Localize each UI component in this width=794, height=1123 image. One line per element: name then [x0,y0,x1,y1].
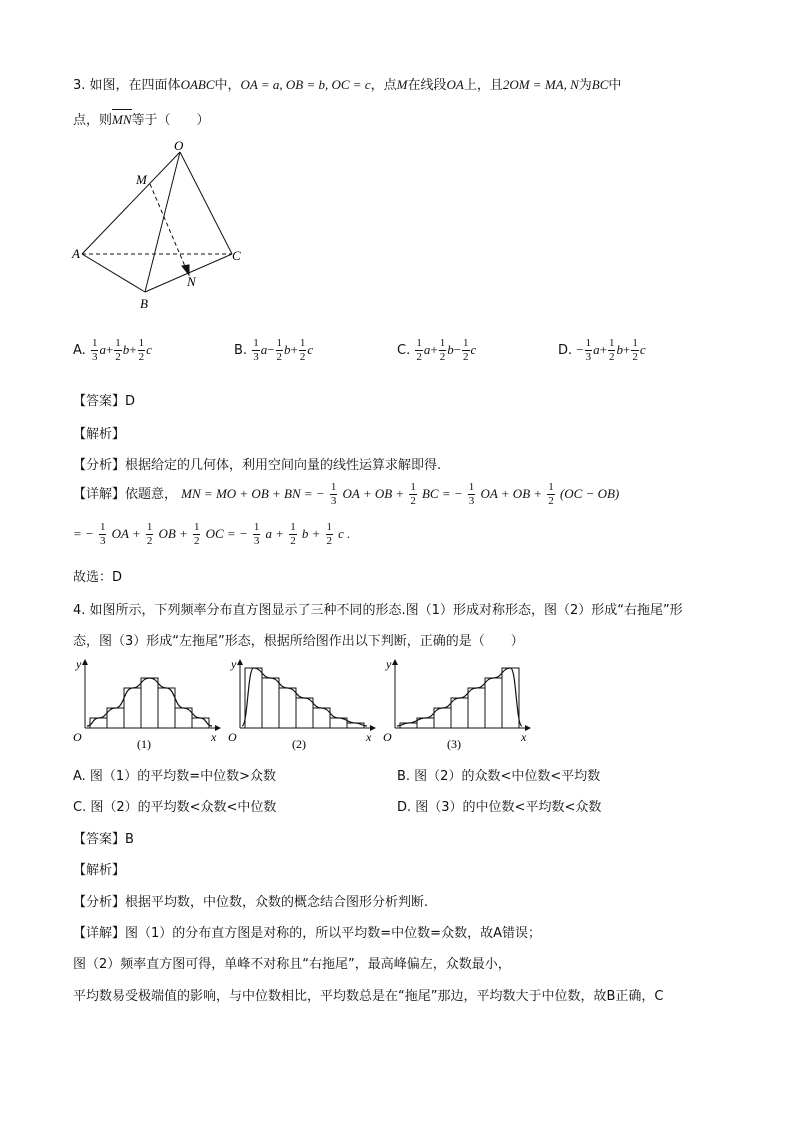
frac-1-3: $\frac{1}{3}$ [99,521,106,547]
q3-detail-line2 [73,522,350,547]
q3-vector-mn: MN [112,112,132,127]
q4-detail-line2: 图（2）频率直方图可得，单峰不对称且“右拖尾”，最高峰偏左，众数最小， [73,957,511,972]
frac-1-3: $\frac{1}{3}$ [468,481,475,507]
edge-ab [82,254,145,292]
histogram-bar [347,723,364,728]
fenxi-tag: 【分析】 [73,895,126,910]
q4-detail-line3: 平均数易受极端值的影响，与中位数相比，平均数总是在“拖尾”那边，平均数大于中位数，故B正确，C [73,989,664,1004]
histogram-bar [296,698,313,728]
q3-option-b [234,338,313,363]
option-fraction: $\frac{1}{2}$ [608,337,615,363]
q3-given-vectors: OA = a, OB = b, OC = c [240,77,371,92]
option-fraction: $\frac{1}{3}$ [253,337,259,363]
eq2-part: OC = − [205,526,248,541]
option-letter: C. [397,343,411,358]
frac-1-2: $\frac{1}{2}$ [290,521,296,547]
detail-tag: 【详解】 [73,487,126,502]
frac-1-2: $\frac{1}{2}$ [193,521,200,547]
fenxi-text: 根据给定的几何体，利用空间向量的线性运算求解即得. [125,458,442,473]
eq2-part: OA + [111,526,141,541]
histogram-bar [451,698,468,728]
figure-caption: (1) [137,737,151,751]
answer-value: D [125,394,136,409]
q3-text: ，点 [370,78,397,93]
option-fraction: $\frac{1}{2}$ [463,337,469,363]
option-vector: a [593,342,600,357]
option-op: + [599,342,607,357]
density-curve [397,668,522,726]
q4-option-b: B. 图（2）的众数<中位数<平均数 [397,769,601,784]
option-vector: b [616,342,623,357]
q3-text: 中， [214,78,241,93]
q3-seg-oa: OA [446,77,464,92]
option-vector: c [146,342,152,357]
option-sign: − [576,342,584,357]
option-vector: c [470,342,477,357]
density-curve [87,678,212,726]
histogram-bar [124,688,141,728]
label-a: A [72,246,80,261]
option-fraction: $\frac{1}{2}$ [416,337,422,363]
frac-1-2: $\frac{1}{2}$ [146,521,153,547]
q4-stem-line1: 4. 如图所示，下列频率分布直方图显示了三种不同的形态.图（1）形成对称形态，图（2）形成“右拖尾”形 [73,603,683,618]
fenxi-tag: 【分析】 [73,458,126,473]
eq1-part: OA + OB + [480,486,543,501]
histogram-bar [468,688,485,728]
answer-value: B [125,832,134,847]
x-axis-label: x [211,730,217,744]
histogram-bar [400,723,417,728]
histogram-bar [262,678,279,728]
q3-condition: 2OM = MA, N [502,77,579,92]
option-letter: B. [234,343,248,358]
histogram-bar [485,678,502,728]
q4-fenxi [73,891,428,910]
option-fraction: $\frac{1}{2}$ [632,337,638,363]
option-fraction: $\frac{1}{2}$ [299,337,306,363]
option-fraction: $\frac{1}{3}$ [585,337,592,363]
histogram-bar [158,688,175,728]
eq2-part: = − [73,526,94,541]
option-fraction: $\frac{1}{3}$ [91,337,98,363]
q3-option-d [558,338,646,363]
q3-fenxi [73,454,441,473]
option-op: + [105,342,114,357]
eq1-part: OA + OB + [342,486,405,501]
fenxi-text: 根据平均数，中位数，众数的概念结合图形分析判断. [125,895,429,910]
detail-lead: 依题意， [125,487,178,502]
option-vector: b [284,342,291,357]
figure-caption: (3) [447,737,461,751]
eq2-part: c . [338,526,351,541]
q4-answer [73,828,134,847]
option-fraction: $\frac{1}{2}$ [138,337,145,363]
q3-tetra: OABC [180,77,215,92]
option-op: + [290,342,298,357]
edge-ob [145,152,180,292]
option-op: − [453,342,462,357]
label-n: N [187,274,196,289]
histogram-bar [279,688,296,728]
frac-1-3: $\frac{1}{3}$ [253,521,260,547]
tetrahedron-figure [70,140,250,315]
eq2-part: OB + [158,526,188,541]
option-vector: b [447,342,454,357]
q3-text: 点，则 [73,113,113,128]
q3-text: 在线段 [407,78,447,93]
frac-1-2: $\frac{1}{2}$ [548,481,554,507]
label-m: M [136,172,147,187]
origin-label: O [228,730,237,744]
q3-choose: 故选：D [73,570,123,585]
q3-option-c [397,338,476,363]
frac-1-2: $\frac{1}{2}$ [410,481,416,507]
option-vector: c [307,342,314,357]
q3-detail-line1 [73,482,619,507]
q4-analysis-tag: 【解析】 [73,863,126,878]
option-letter: D. [558,343,573,358]
eq1-part: BC = − [421,486,463,501]
option-vector: c [639,342,646,357]
label-c: C [232,248,241,263]
detail-tag: 【详解】 [73,926,126,941]
q4-option-c: C. 图（2）的平均数<众数<中位数 [73,800,277,815]
option-fraction: $\frac{1}{2}$ [439,337,446,363]
option-op: + [430,342,438,357]
x-axis-label: x [366,730,372,744]
eq2-part: a + [265,526,285,541]
x-axis-label: x [521,730,527,744]
y-axis-label: y [76,657,82,671]
q4-option-a: A. 图（1）的平均数=中位数>众数 [73,769,276,784]
q3-analysis-tag: 【解析】 [73,427,126,442]
y-axis-label: y [231,657,237,671]
origin-label: O [73,730,82,744]
q3-stem-line2 [73,109,210,128]
option-fraction: $\frac{1}{2}$ [276,337,283,363]
edge-oc [180,152,232,254]
q3-text: 如图，在四面体 [89,78,181,93]
q3-option-a [73,338,152,363]
q4-option-d: D. 图（3）的中位数<平均数<众数 [397,800,602,815]
q3-text: 上，且 [463,78,503,93]
eq1-part: MN = MO + OB + BN = − [181,486,325,501]
option-op: + [129,342,137,357]
answer-tag: 【答案】 [73,832,126,847]
option-op: + [622,342,631,357]
q3-seg-bc: BC [591,77,609,92]
frac-1-2: $\frac{1}{2}$ [326,521,332,547]
q3-number: 3. [73,78,86,93]
answer-tag: 【答案】 [73,394,126,409]
origin-label: O [383,730,392,744]
y-axis-label: y [386,657,392,671]
label-o: O [174,140,184,153]
edge-oa [82,152,180,254]
q3-text: 等于（ ） [131,113,210,128]
option-vector: a [260,342,268,357]
q3-point-m: M [396,77,408,92]
eq2-part: b + [301,526,321,541]
option-vector: b [122,342,130,357]
frac-1-3: $\frac{1}{3}$ [330,481,337,507]
q3-text: 为 [578,78,592,93]
detail-text: 图（1）的分布直方图是对称的，所以平均数=中位数=众数，故A错误； [125,926,541,941]
q3-answer [73,390,135,409]
option-fraction: $\frac{1}{2}$ [115,337,121,363]
figure-caption: (2) [292,737,306,751]
option-vector: a [423,342,431,357]
q3-text: 中 [608,78,622,93]
histogram-figures [70,655,540,755]
option-op: − [267,342,275,357]
q4-stem-line2: 态，图（3）形成“左拖尾”形态，根据所给图作出以下判断，正确的是（ ） [73,634,524,649]
label-b: B [140,296,148,311]
q3-stem-line1 [73,74,621,93]
eq1-part: (OC − OB) [559,486,620,501]
density-curve [242,668,367,726]
option-letter: A. [73,343,86,358]
histogram-bar [141,678,158,728]
option-vector: a [99,342,106,357]
q4-detail-line1 [73,922,541,941]
